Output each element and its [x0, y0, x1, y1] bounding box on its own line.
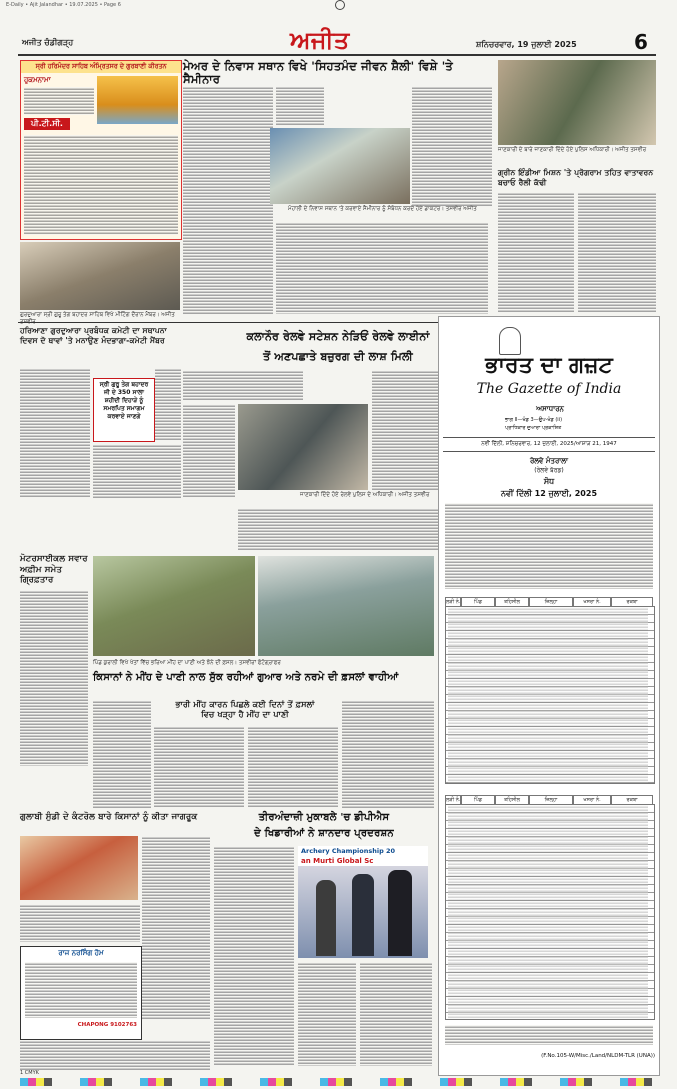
haryana-text-col1	[20, 368, 90, 498]
color-bar	[20, 1078, 660, 1086]
pink-bollworm-headline: ਗੁਲਾਬੀ ਸੁੰਡੀ ਦੇ ਕੰਟਰੋਲ ਬਾਰੇ ਕਿਸਾਨਾਂ ਨੂੰ ਕੀਤਾ ਜਾਗਰੂਕ	[20, 812, 198, 822]
table-col-head: ਲੜੀ ਨੰ.	[446, 797, 461, 803]
pink-bollworm-text-col1	[20, 904, 140, 942]
gazette-table-2-rows	[445, 804, 655, 1020]
gazette-table-1-rows	[445, 606, 655, 784]
rail-text-col1	[183, 404, 235, 498]
gazette-ministry: ਰੇਲਵੇ ਮੰਤਰਾਲਾ	[529, 457, 569, 465]
masthead-rule	[18, 54, 656, 56]
field-photo-left	[93, 556, 255, 656]
pink-bollworm-text-col2	[142, 836, 210, 1020]
table-col-head: ਤਹਿਸੀਲ	[495, 597, 529, 607]
archery-banner-line1: Archery Championship 20	[298, 846, 428, 856]
lead-text-col2	[276, 86, 324, 126]
quote-text: ਸ੍ਰੀ ਗੁਰੂ ਤੇਗ ਬਹਾਦਰ ਜੀ ਦੇ 350 ਸਾਲਾ ਸ਼ਹੀਦੀ ਦਿਹਾੜੇ ਨੂੰ ਸਮਰਪਿਤ ਸਮਾਗਮ ਕਰਵਾਏ ਜਾਣਗੇ	[99, 381, 149, 420]
gazette-title-english: The Gazette of India	[476, 381, 622, 397]
gazette-notice	[438, 316, 660, 1076]
gazette-notice-date: ਨਵੀਂ ਦਿੱਲੀ 12 ਜੁਲਾਈ, 2025	[500, 489, 598, 498]
archery-headline-line2: ਦੇ ਖਿਡਾਰੀਆਂ ਨੇ ਸ਼ਾਨਦਾਰ ਪ੍ਰਦਰਸ਼ਨ	[254, 828, 394, 839]
table-col-head: ਜ਼ਿਲ੍ਹਾ	[529, 795, 573, 805]
motorcycle-text	[20, 590, 88, 766]
rail-headline-line2: ਤੋਂ ਅਣਪਛਾਤੇ ਬਜ਼ੁਰਗ ਦੀ ਲਾਸ਼ ਮਿਲੀ	[263, 350, 413, 363]
gazette-notice-text	[445, 503, 653, 589]
ad-bottom-address	[20, 1040, 210, 1070]
police-caption: ਜਾਣਕਾਰੀ ਦੇ ਬਾਰੇ ਜਾਣਕਾਰੀ ਦਿੰਦੇ ਹੋਏ ਪੁਲਿਸ ਅਧਿਕਾਰੀ। ਅਜੀਤ ਤਸਵੀਰ	[498, 147, 647, 153]
issue-date: ਸ਼ਨਿਚਰਵਾਰ, 19 ਜੁਲਾਈ 2025	[476, 40, 577, 49]
ad-bottom-text	[25, 962, 137, 1018]
farmers-text-col3	[248, 726, 338, 808]
table-col-head: ਖਸਰਾ ਨੰ.	[573, 795, 611, 805]
athlete-figure	[316, 880, 336, 956]
lead-text-col1	[183, 86, 273, 314]
ad-body-text	[24, 135, 178, 235]
ad-text-block	[24, 87, 94, 115]
meeting-photo	[20, 242, 180, 310]
registration-mark	[335, 0, 345, 10]
table-col-head: ਰਕਬਾ	[611, 795, 653, 805]
farmers-text-col4	[342, 700, 434, 808]
seminar-photo	[270, 128, 410, 204]
gazette-notice-title: ਸੋਧ	[543, 477, 555, 486]
gazette-date-line: ਨਵੀਂ ਦਿੱਲੀ, ਸ਼ਨਿਚਰਵਾਰ, 12 ਜੁਲਾਈ, 2025/ਆਸ਼ਾੜ 21, 1947	[481, 441, 617, 447]
athlete-figure	[388, 870, 412, 956]
table-col-head: ਖਸਰਾ ਨੰ.	[573, 597, 611, 607]
archery-headline-line1: ਤੀਰਅੰਦਾਜ਼ੀ ਮੁਕਾਬਲੇ 'ਚ ਡੀਪੀਐਸ	[258, 812, 390, 823]
haryana-text-col2	[93, 444, 181, 498]
golden-temple-image	[97, 76, 178, 124]
rail-headline-line1: ਕਲਾਨੌਰ ਰੇਲਵੇ ਸਟੇਸ਼ਨ ਨੇੜਿਓਂ ਰੇਲਵੇ ਲਾਈਨਾਂ	[246, 330, 430, 343]
ad-bottom-title: ਰਾਜ ਨਰਸਿੰਗ ਹੋਮ	[58, 949, 104, 957]
archery-text-col2	[298, 962, 356, 1066]
archery-text-col1	[214, 846, 294, 1066]
rail-text-top	[183, 370, 303, 400]
haryana-text-col3	[155, 368, 181, 440]
ad-bottom-contact: CHAPONG 9102763	[77, 1022, 137, 1028]
lead-headline: ਮੇਅਰ ਦੇ ਨਿਵਾਸ ਸਥਾਨ ਵਿਖੇ 'ਸਿਹਤਮੰਦ ਜੀਵਨ ਸ਼ੈਲੀ' ਵਿਸ਼ੇ 'ਤੇ ਸੈਮੀਨਾਰ	[183, 59, 453, 86]
archery-photo	[298, 846, 428, 958]
ad-subtitle: ਹੁਕਮਨਾਮਾ	[24, 76, 51, 84]
ad-title: ਸ੍ਰੀ ਹਰਿਮੰਦਰ ਸਾਹਿਬ ਅੰਮ੍ਰਿਤਸਰ ਦੇ ਗੁਰਬਾਣੀ ਕੀਰਤਨ	[21, 61, 181, 73]
lead-text-col3	[412, 86, 492, 206]
green-india-text-col2	[578, 192, 656, 312]
emblem-icon	[499, 327, 521, 355]
gazette-title-punjabi: ਭਾਰਤ ਦਾ ਗਜ਼ਟ	[485, 353, 613, 378]
fields-caption: ਪਿੰਡ ਕੁਰਾਲੀ ਵਿਖੇ ਖੇਤਾਂ ਵਿੱਚ ਭਰਿਆ ਮੀਂਹ ਦਾ ਪਾਣੀ ਅਤੇ ਝੋਨੇ ਦੀ ਫ਼ਸਲ। ਤਸਵੀਰਾਂ ਫੋਟੋਗ੍ਰਾਫਰ	[93, 660, 281, 666]
top-strip: E-Daily • Ajit Jalandhar • 19.07.2025 • Page 6	[6, 2, 121, 8]
quote-box	[93, 378, 155, 442]
table-col-head: ਤਹਿਸੀਲ	[495, 795, 529, 805]
ad-badge: ਪੀ.ਟੀ.ਸੀ.	[24, 118, 70, 130]
page-number: 6	[634, 30, 649, 54]
gazette-authority: ਪ੍ਰਾਧਿਕਾਰ ਦੁਆਰਾ ਪ੍ਰਕਾਸ਼ਿਤ	[505, 425, 562, 431]
table-col-head: ਪਿੰਡ	[461, 795, 495, 805]
lead-text-lower	[276, 222, 488, 314]
archery-banner-line2: an Murti Global Sc	[298, 856, 428, 866]
gazette-part: ਭਾਗ II—ਖੰਡ 3—ਉਪ-ਖੰਡ (ii)	[505, 417, 563, 423]
table-col-head: ਲੜੀ ਨੰ.	[446, 599, 461, 605]
gazette-type: ਅਸਾਧਾਰਨ	[536, 405, 564, 413]
farmers-text-col2	[154, 726, 244, 808]
green-india-headline: ਗ੍ਰੀਨ ਇੰਡੀਆ ਮਿਸ਼ਨ 'ਤੇ ਪ੍ਰੋਗਰਾਮ ਤਹਿਤ ਵਾਤਾਵਰਨ ਬਚਾਓ ਰੈਲੀ ਕੱਢੀ	[498, 168, 654, 187]
farmers-headline: ਕਿਸਾਨਾਂ ਨੇ ਮੀਂਹ ਦੇ ਪਾਣੀ ਨਾਲ ਸੁੱਕ ਰਹੀਆਂ ਗੁਆਰ ਅਤੇ ਨਰਮੇ ਦੀ ਫ਼ਸਲਾਂ ਵਾਹੀਆਂ	[93, 672, 399, 683]
section-rule	[18, 322, 438, 323]
motorcycle-headline: ਮੋਟਰਸਾਈਕਲ ਸਵਾਰ ਅਫ਼ੀਮ ਸਮੇਤ ਗ੍ਰਿਫ਼ਤਾਰ	[20, 554, 88, 585]
table-col-head: ਪਿੰਡ	[461, 597, 495, 607]
field-photo-right	[258, 556, 434, 656]
meeting-caption: ਗੁਰਦੁਆਰਾ ਸ੍ਰੀ ਗੁਰੂ ਤੇਗ ਬਹਾਦਰ ਸਾਹਿਬ ਵਿਖੇ ਮੀਟਿੰਗ ਦੌਰਾਨ ਮੈਂਬਰ। ਅਜੀਤ	[20, 312, 175, 318]
training-photo	[20, 836, 138, 900]
table-col-head: ਜ਼ਿਲ੍ਹਾ	[529, 597, 573, 607]
edition-label: ਅਜੀਤ ਚੰਡੀਗੜ੍ਹ	[22, 38, 74, 47]
ad-top-left	[20, 60, 182, 240]
gazette-board: (ਰੇਲਵੇ ਬੋਰਡ)	[534, 467, 564, 474]
footer-strip: 1 CMYK	[20, 1070, 39, 1076]
haryana-headline: ਹਰਿਆਣਾ ਗੁਰਦੁਆਰਾ ਪ੍ਰਬੰਧਕ ਕਮੇਟੀ ਦਾ ਸਥਾਪਨਾ ਦਿਵਸ ਦੋ ਥਾਵਾਂ 'ਤੇ ਮਨਾਉਣ ਮੰਦਭਾਗਾ-ਕਮੇਟੀ ਮੈਂਬਰ	[20, 326, 167, 345]
police-photo	[498, 60, 656, 145]
gazette-file-number: (F.No.105-W/Misc./Land/NLDM-TLR (UNA))	[541, 1053, 655, 1059]
farmers-subhead: ਭਾਰੀ ਮੀਂਹ ਕਾਰਨ ਪਿਛਲੇ ਕਈ ਦਿਨਾਂ ਤੋਂ ਫ਼ਸਲਾਂ ਵਿਚ ਖੜ੍ਹਾ ਹੈ ਮੀਂਹ ਦਾ ਪਾਣੀ	[175, 700, 315, 719]
athlete-figure	[352, 874, 374, 956]
ad-bottom-left	[20, 946, 142, 1040]
green-india-text-col1	[498, 192, 574, 312]
gazette-footer-text	[445, 1025, 653, 1045]
seminar-caption: ਮੋਹਾਲੀ ਦੇ ਨਿਵਾਸ ਸਥਾਨ 'ਤੇ ਕਰਵਾਏ ਸੈਮੀਨਾਰ ਨੂੰ ਸੰਬੋਧਨ ਕਰਦੇ ਹੋਏ ਡਾਕਟਰ। ਤਸਵੀਰ ਅਜੀਤ	[288, 206, 477, 212]
masthead: ਅਜੀਤ	[290, 26, 350, 54]
archery-text-col3	[360, 962, 432, 1066]
rail-caption: ਜਾਣਕਾਰੀ ਦਿੰਦੇ ਹੋਏ ਰੇਲਵੇ ਪੁਲਿਸ ਦੇ ਅਧਿਕਾਰੀ। ਅਜੀਤ ਤਸਵੀਰ	[300, 492, 430, 498]
farmers-text-col1	[93, 700, 151, 808]
railway-police-photo	[238, 404, 368, 490]
table-col-head: ਰਕਬਾ	[611, 597, 653, 607]
